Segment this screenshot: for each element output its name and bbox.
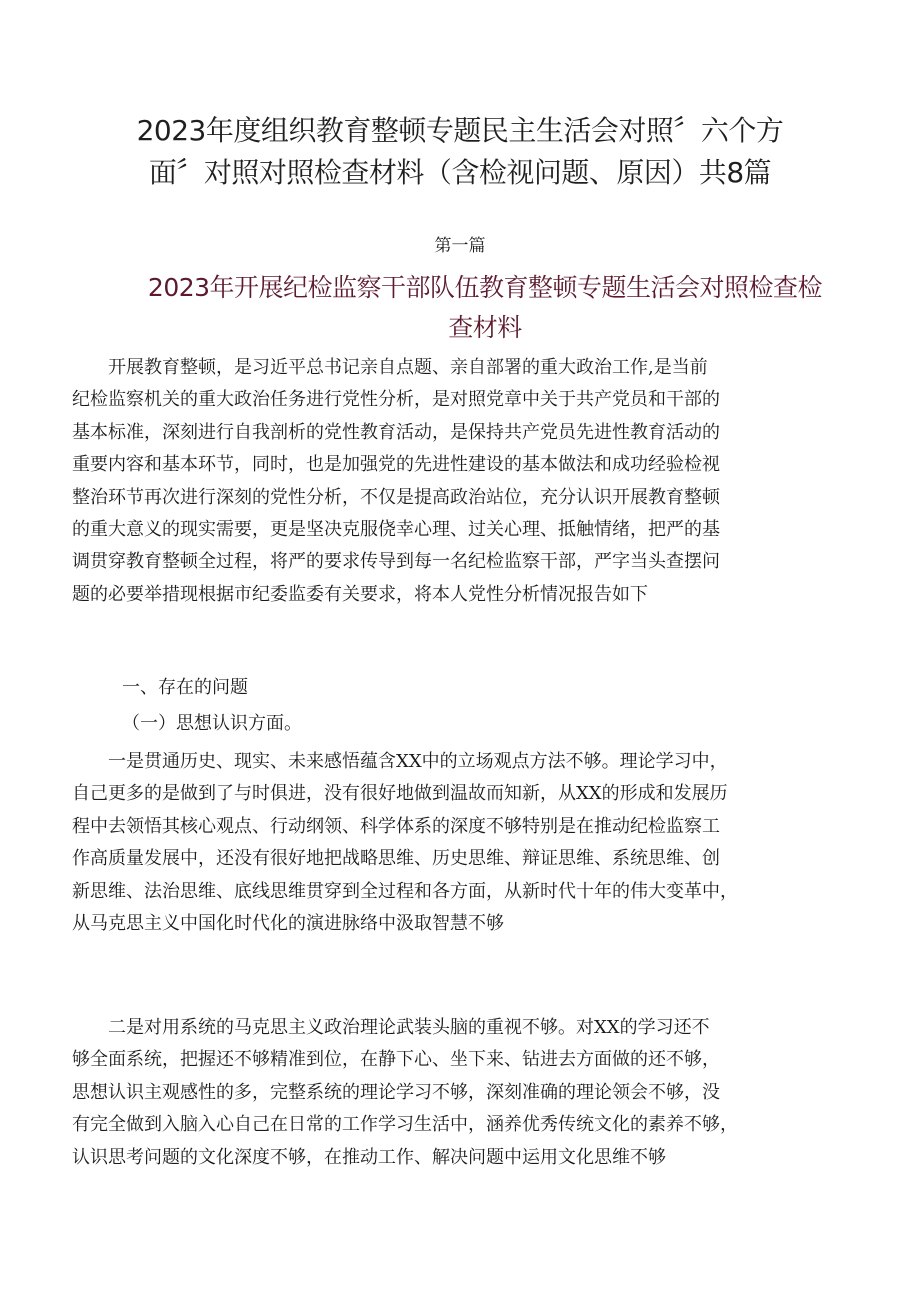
subtitle-line-1: 2023年开展纪检监察干部队伍教育整顿专题生活会对照检查检 <box>147 273 823 302</box>
paragraph-line: 程中去领悟其核心观点、行动纲领、科学体系的深度不够特别是在推动纪检监察工 <box>72 815 720 837</box>
paragraph-line: 认识思考问题的文化深度不够，在推动工作、解决问题中运用文化思维不够 <box>72 1146 666 1168</box>
paragraph-line: 一是贯通历史、现实、未来感悟蕴含XX中的立场观点方法不够。理论学习中， <box>72 751 728 772</box>
subtitle-line-2: 查材料 <box>448 313 522 342</box>
paragraph-line: 自己更多的是做到了与时俱进，没有很好地做到温故而知新，从XX的形成和发展历 <box>72 783 728 805</box>
heading-existing-problems: 一、存在的问题 <box>122 677 248 698</box>
paragraph-line: 新思维、法治思维、底线思维贯穿到全过程和各方面，从新时代十年的伟大变革中， <box>72 880 738 902</box>
paragraph-line: 开展教育整顿，是习近平总书记亲自点题、亲自部署的重大政治工作,是当前 <box>72 357 708 378</box>
document-title <box>100 110 820 194</box>
paragraph-line: 重要内容和基本环节，同时，也是加强党的先进性建设的基本做法和成功经验检视 <box>72 454 720 476</box>
paragraph-line: 从马克思主义中国化时代化的演进脉络中汲取智慧不够 <box>72 912 504 934</box>
paragraph-intro <box>72 352 862 611</box>
paragraph-line: 有完全做到入脑入心自己在日常的工作学习生活中，涵养优秀传统文化的素养不够， <box>72 1114 738 1136</box>
paragraph-point-one <box>72 746 862 940</box>
section-subtitle <box>110 268 860 348</box>
paragraph-line: 整治环节再次进行深刻的党性分析，不仅是提高政治站位，充分认识开展教育整顿 <box>72 486 720 508</box>
paragraph-line: 题的必要举措现根据市纪委监委有关要求，将本人党性分析情况报告如下 <box>72 583 648 605</box>
paragraph-line: 作高质量发展中，还没有很好地把战略思维、历史思维、辩证思维、系统思维、创 <box>72 848 720 870</box>
paragraph-line: 二是对用系统的马克思主义政治理论武装头脑的重视不够。对XX的学习还不 <box>72 1017 710 1038</box>
title-line-2: 面〞对照对照检查材料（含检视问题、原因）共8篇 <box>148 156 772 189</box>
paragraph-line: 纪检监察机关的重大政治任务进行党性分析，是对照党章中关于共产党员和干部的 <box>72 389 720 411</box>
section-label: 第一篇 <box>434 236 486 256</box>
heading-ideological-understanding: （一）思想认识方面。 <box>122 713 302 734</box>
paragraph-line: 思想认识主观感性的多，完整系统的理论学习不够，深刻准确的理论领会不够，没 <box>72 1081 720 1103</box>
paragraph-line: 够全面系统，把握还不够精准到位，在静下心、坐下来、钻进去方面做的还不够， <box>72 1049 720 1071</box>
paragraph-point-two <box>72 1012 862 1174</box>
title-line-1: 2023年度组织教育整顿专题民主生活会对照〞六个方 <box>136 114 784 147</box>
paragraph-line: 调贯穿教育整顿全过程，将严的要求传导到每一名纪检监察干部，严字当头查摆问 <box>72 551 720 573</box>
paragraph-line: 基本标准，深刻进行自我剖析的党性教育活动，是保持共产党员先进性教育活动的 <box>72 421 720 443</box>
paragraph-line: 的重大意义的现实需要，更是坚决克服侥幸心理、过关心理、抵触情绪，把严的基 <box>72 518 720 540</box>
